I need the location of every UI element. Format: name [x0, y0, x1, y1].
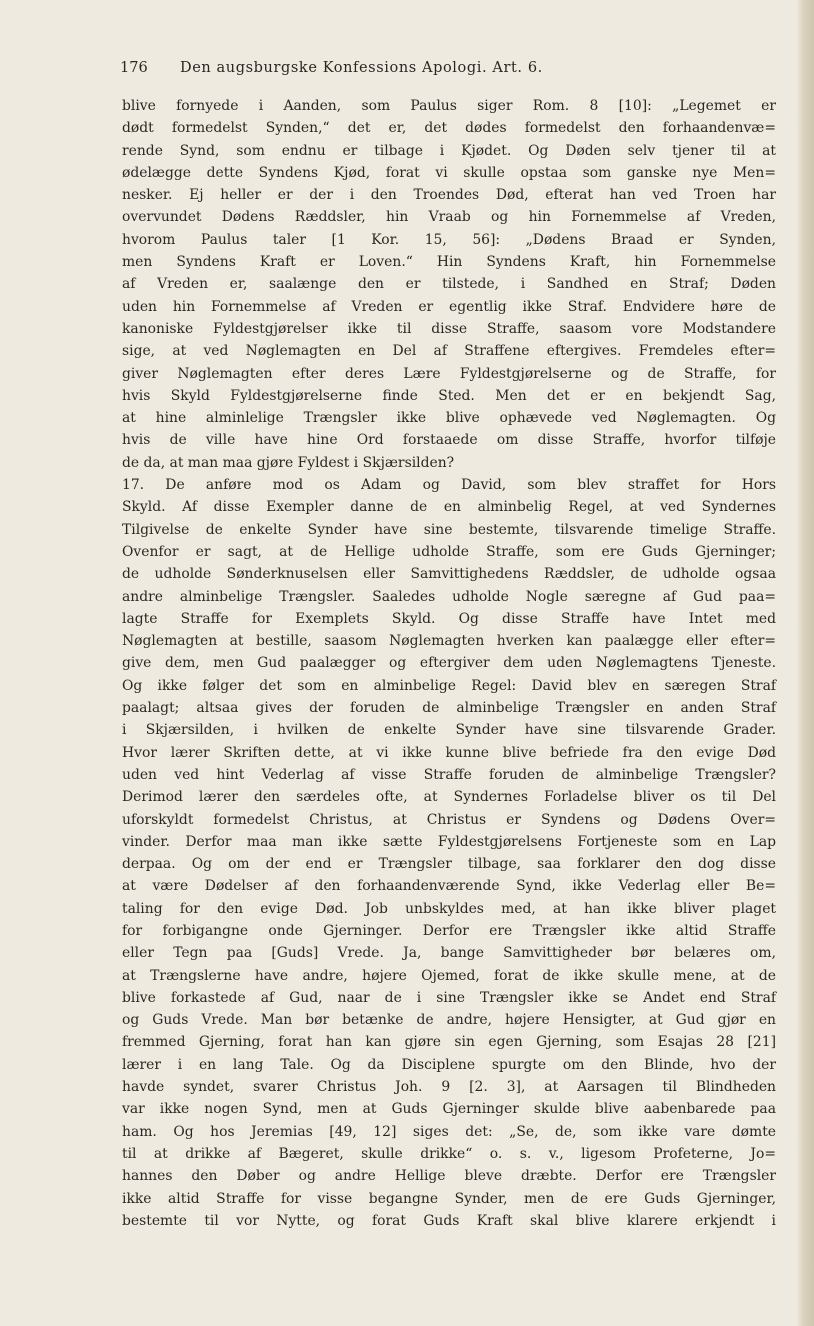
- text-line: Nøglemagten at bestille, saasom Nøglemagten hverken kan paalægge eller efter=: [122, 633, 776, 650]
- page-edge-shadow: [796, 0, 814, 1326]
- text-line: taling for den evige Død. Job unbskyldes med, at han ikke bliver plaget: [122, 900, 776, 917]
- text-line: uden hin Fornemmelse af Vreden er egentlig ikke Straf. Endvidere høre de: [122, 298, 776, 315]
- text-line: de da, at man maa gjøre Fyldest i Skjærsilden?: [122, 454, 455, 471]
- text-line: andre alminbelige Trængsler. Saaledes udholde Nogle særegne af Gud paa=: [122, 588, 776, 605]
- text-line: lagte Straffe for Exemplets Skyld. Og disse Straffe have Intet med: [122, 610, 776, 627]
- text-line: og Guds Vrede. Man bør betænke de andre, højere Hensigter, at Gud gjør en: [122, 1012, 776, 1029]
- text-line: bestemte til vor Nytte, og forat Guds Kraft skal blive klarere erkjendt i: [122, 1212, 776, 1229]
- text-line: blive forkastede af Gud, naar de i sine Trængsler ikke se Andet end Straf: [122, 989, 776, 1006]
- text-line: Skyld. Af disse Exempler danne de en alminbelig Regel, at ved Syndernes: [122, 499, 776, 516]
- text-line: hannes den Døber og andre Hellige bleve dræbte. Derfor ere Trængsler: [122, 1168, 776, 1185]
- text-line: uden ved hint Vederlag af visse Straffe foruden de alminbelige Trængsler?: [122, 766, 776, 783]
- text-line: at være Dødelser af den forhaandenværende Synd, ikke Vederlag eller Be=: [122, 878, 776, 895]
- text-line: at Trængslerne have andre, højere Ojemed, forat de ikke skulle mene, at de: [122, 967, 776, 984]
- running-title: Den augsburgske Konfessions Apologi. Art. 6.: [180, 60, 543, 76]
- text-line: var ikke nogen Synd, men at Guds Gjerninger skulde blive aabenbarede paa: [122, 1101, 776, 1118]
- text-line: paalagt; altsaa gives der foruden de alminbelige Trængsler en anden Straf: [122, 700, 776, 717]
- text-line: at hine alminlelige Trængsler ikke blive ophævede ved Nøglemagten. Og: [122, 410, 776, 427]
- text-line: hvis de ville have hine Ord forstaaede om disse Straffe, hvorfor tilføje: [122, 432, 776, 449]
- text-line: hvis Skyld Fyldestgjørelserne finde Sted. Men det er en bekjendt Sag,: [122, 387, 776, 404]
- text-line: Ovenfor er sagt, at de Hellige udholde Straffe, som ere Guds Gjerninger;: [122, 543, 776, 560]
- text-line: Hvor lærer Skriften dette, at vi ikke kunne blive befriede fra den evige Død: [122, 744, 776, 761]
- body-text: [122, 95, 776, 1232]
- text-line: af Vreden er, saalænge den er tilstede, i Sandhed en Straf; Døden: [122, 276, 776, 293]
- text-line: kanoniske Fyldestgjørelser ikke til disse Straffe, saasom vore Modstandere: [122, 320, 776, 337]
- text-line: vinder. Derfor maa man ikke sætte Fyldestgjørelsens Fortjeneste som en Lap: [122, 833, 776, 850]
- text-line: fremmed Gjerning, forat han kan gjøre sin egen Gjerning, som Esajas 28 [21]: [122, 1034, 776, 1051]
- text-line: eller Tegn paa [Guds] Vrede. Ja, bange Samvittigheder bør belæres om,: [122, 945, 776, 962]
- text-line: ham. Og hos Jeremias [49, 12] siges det: „Se, de, som ikke vare dømte: [122, 1123, 776, 1140]
- text-line: dødt formedelst Synden,“ det er, det dødes formedelst den forhaandenvæ=: [122, 120, 776, 137]
- text-line: sige, at ved Nøglemagten en Del af Straffene eftergives. Fremdeles efter=: [122, 343, 776, 360]
- text-line: ikke altid Straffe for visse begangne Synder, men de ere Guds Gjerninger,: [122, 1190, 776, 1207]
- text-line: give dem, men Gud paalægger og eftergiver dem uden Nøglemagtens Tjeneste.: [122, 655, 776, 672]
- text-line: til at drikke af Bægeret, skulle drikke“ o. s. v., ligesom Profeterne, Jo=: [122, 1145, 776, 1162]
- text-line: lærer i en lang Tale. Og da Disciplene spurgte om den Blinde, hvo der: [122, 1056, 776, 1073]
- text-line: ødelægge dette Syndens Kjød, forat vi skulle opstaa som ganske nye Men=: [122, 164, 776, 181]
- text-line: Tilgivelse de enkelte Synder have sine bestemte, tilsvarende timelige Straffe.: [122, 521, 776, 538]
- text-line: rende Synd, som endnu er tilbage i Kjødet. Og Døden selv tjener til at: [122, 142, 776, 159]
- text-line: 17. De anføre mod os Adam og David, som blev straffet for Hors: [122, 477, 776, 494]
- text-line: havde syndet, svarer Christus Joh. 9 [2. 3], at Aarsagen til Blindheden: [122, 1079, 776, 1096]
- page-number: 176: [120, 60, 148, 76]
- text-line: hvorom Paulus taler [1 Kor. 15, 56]: „Dødens Braad er Synden,: [122, 231, 776, 248]
- text-line: overvundet Dødens Ræddsler, hin Vraab og hin Fornemmelse af Vreden,: [122, 209, 776, 226]
- text-line: men Syndens Kraft er Loven.“ Hin Syndens Kraft, hin Fornemmelse: [122, 254, 776, 271]
- text-line: Og ikke følger det som en alminbelige Regel: David blev en særegen Straf: [122, 677, 776, 694]
- text-line: i Skjærsilden, i hvilken de enkelte Synder have sine tilsvarende Grader.: [122, 722, 776, 739]
- text-line: for forbigangne onde Gjerninger. Derfor ere Trængsler ikke altid Straffe: [122, 922, 776, 939]
- page-header: [120, 60, 720, 84]
- text-line: blive fornyede i Aanden, som Paulus siger Rom. 8 [10]: „Legemet er: [122, 98, 776, 114]
- text-line: nesker. Ej heller er der i den Troendes Død, efterat han ved Troen har: [122, 187, 776, 204]
- text-line: de udholde Sønderknuselsen eller Samvittighedens Ræddsler, de udholde ogsaa: [122, 566, 776, 583]
- text-line: giver Nøglemagten efter deres Lære Fyldestgjørelserne og de Straffe, for: [122, 365, 776, 382]
- text-line: uforskyldt formedelst Christus, at Christus er Syndens og Dødens Over=: [122, 811, 776, 828]
- text-line: derpaa. Og om der end er Trængsler tilbage, saa forklarer den dog disse: [122, 856, 776, 873]
- text-line: Derimod lærer den særdeles ofte, at Syndernes Forladelse bliver os til Del: [122, 789, 776, 806]
